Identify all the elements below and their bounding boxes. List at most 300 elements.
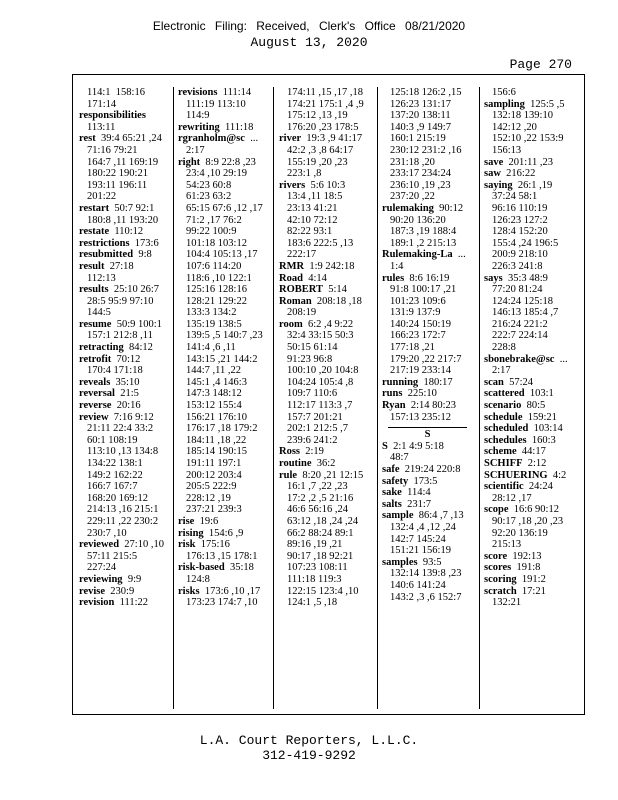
index-continuation bbox=[382, 133, 477, 145]
page-references: 137:20 138:11 bbox=[390, 110, 451, 122]
page-references: 19:6 bbox=[199, 515, 219, 527]
index-continuation bbox=[279, 226, 373, 238]
index-continuation bbox=[79, 99, 171, 111]
page-references: 184:11 ,18 ,22 bbox=[186, 434, 247, 446]
page-references: 132:14 139:8 ,23 bbox=[390, 568, 462, 580]
page-references: 90:17 ,18 ,20 ,23 bbox=[492, 515, 564, 527]
index-continuation bbox=[279, 87, 373, 99]
index-headword: runs bbox=[382, 388, 403, 400]
page-references: 89:16 ,19 ,21 bbox=[287, 539, 343, 551]
page-references: 230:7 ,10 bbox=[87, 527, 127, 539]
index-continuation bbox=[279, 307, 373, 319]
page-references: 2:12 bbox=[527, 458, 547, 469]
index-entry bbox=[279, 284, 373, 296]
page-references: 111:22 bbox=[119, 597, 149, 609]
page-references: 35:10 bbox=[115, 376, 140, 388]
index-entry bbox=[279, 319, 373, 331]
page-references: 128:21 129:22 bbox=[186, 295, 247, 307]
page-references: 214:13 ,16 215:1 bbox=[87, 504, 159, 516]
page-references: 23:13 41:21 bbox=[287, 202, 338, 214]
index-continuation bbox=[279, 516, 373, 528]
page-references: 142:12 ,20 bbox=[492, 121, 537, 133]
page-references: 174:11 ,15 ,17 ,18 bbox=[287, 87, 364, 98]
index-continuation bbox=[484, 215, 583, 227]
index-continuation bbox=[279, 99, 373, 111]
index-entry bbox=[178, 133, 269, 145]
index-entry bbox=[382, 400, 477, 412]
section-letter: S bbox=[388, 427, 467, 441]
index-entry bbox=[382, 203, 477, 215]
index-entry bbox=[279, 470, 373, 482]
page-references: 215:13 bbox=[492, 539, 522, 551]
index-entry bbox=[79, 249, 171, 261]
page-references: 1:9 242:18 bbox=[309, 260, 355, 272]
index-continuation bbox=[79, 562, 171, 574]
page-references: 7:16 9:12 bbox=[113, 411, 154, 423]
page-references: 145:1 ,4 146:3 bbox=[186, 376, 247, 388]
page-references: 219:24 220:8 bbox=[404, 464, 461, 475]
index-entry bbox=[79, 586, 171, 598]
index-entry bbox=[279, 273, 373, 285]
index-entry bbox=[484, 586, 583, 598]
page-references: 168:20 169:12 bbox=[87, 492, 148, 504]
page-references: 157:1 212:8 ,11 bbox=[87, 330, 153, 342]
index-continuation bbox=[382, 319, 477, 331]
index-continuation bbox=[279, 597, 373, 609]
index-entry bbox=[279, 446, 373, 458]
page-references: 140:6 141:24 bbox=[390, 579, 446, 591]
index-continuation bbox=[484, 330, 583, 342]
index-continuation bbox=[178, 597, 269, 609]
index-continuation bbox=[382, 215, 477, 227]
page-references: 216:22 bbox=[506, 168, 536, 180]
index-continuation bbox=[178, 261, 269, 273]
index-continuation bbox=[178, 191, 269, 203]
index-continuation bbox=[279, 110, 373, 122]
page-references: 239:6 241:2 bbox=[287, 434, 338, 446]
index-continuation bbox=[79, 296, 171, 308]
page-references: 231:18 ,20 bbox=[390, 156, 435, 168]
page-references: 170:4 171:18 bbox=[87, 365, 143, 377]
index-continuation bbox=[79, 307, 171, 319]
index-continuation bbox=[178, 435, 269, 447]
page-references: 2:14 80:23 bbox=[410, 400, 457, 412]
page-references: 8:9 22:8 ,23 bbox=[205, 156, 256, 168]
index-entry bbox=[79, 319, 171, 331]
page-references: 155:19 ,20 ,23 bbox=[287, 156, 348, 168]
index-continuation bbox=[178, 99, 269, 111]
page-references: 101:18 103:12 bbox=[186, 237, 247, 249]
page-references: 103:14 bbox=[533, 423, 563, 435]
index-continuation bbox=[382, 365, 477, 377]
page-references: 36:2 bbox=[316, 458, 336, 469]
index-continuation bbox=[484, 87, 583, 99]
page-references: 229:11 ,22 230:2 bbox=[87, 515, 159, 527]
index-headword: resubmitted bbox=[79, 249, 134, 261]
index-continuation bbox=[178, 365, 269, 377]
index-headword: Roman bbox=[279, 295, 312, 307]
index-continuation bbox=[382, 330, 477, 342]
index-continuation bbox=[178, 574, 269, 586]
page-references: 156:6 bbox=[492, 87, 516, 98]
index-continuation bbox=[79, 122, 171, 134]
index-headword: scheme bbox=[484, 446, 517, 458]
page-references: 48:7 bbox=[390, 452, 409, 464]
page-references: 93:5 bbox=[422, 556, 442, 568]
page-references: 28:5 95:9 97:10 bbox=[87, 295, 154, 307]
index-continuation bbox=[382, 191, 477, 203]
index-continuation bbox=[178, 400, 269, 412]
page-references: 118:6 ,10 122:1 bbox=[186, 272, 252, 284]
index-continuation bbox=[79, 157, 171, 169]
index-continuation bbox=[79, 180, 171, 192]
index-column-5 bbox=[479, 87, 583, 709]
index-headword: Road bbox=[279, 272, 303, 284]
page-references: 2:1 4:9 5:18 bbox=[393, 440, 444, 452]
index-headword: sake bbox=[382, 487, 402, 499]
page-references: 173:6 ,10 ,17 bbox=[204, 585, 261, 597]
page-references: 152:10 ,22 153:9 bbox=[492, 133, 564, 145]
page-references: 124:1 ,5 ,18 bbox=[287, 597, 338, 609]
page-references: 217:19 233:14 bbox=[390, 365, 451, 377]
index-headword: rgranholm@sc bbox=[178, 133, 245, 145]
index-entry bbox=[178, 516, 269, 528]
index-entry bbox=[484, 400, 583, 412]
index-continuation bbox=[178, 203, 269, 215]
page-references: 27:10 ,10 bbox=[124, 539, 164, 551]
index-continuation bbox=[382, 452, 477, 464]
page-references: 91:8 100:17 ,21 bbox=[390, 284, 457, 296]
page-references: 126:23 131:17 bbox=[390, 98, 451, 110]
index-entry bbox=[79, 400, 171, 412]
page-references: 113:10 ,13 134:8 bbox=[87, 446, 159, 458]
index-headword: result bbox=[79, 260, 105, 272]
page-references: 25:10 26:7 bbox=[113, 284, 160, 296]
index-entry bbox=[484, 481, 583, 493]
index-entry bbox=[79, 133, 171, 145]
word-index-frame bbox=[72, 74, 585, 715]
page-references: 8:6 16:19 bbox=[409, 272, 450, 284]
index-continuation bbox=[178, 284, 269, 296]
index-entry bbox=[79, 539, 171, 551]
page-references: 156:21 176:10 bbox=[186, 411, 247, 423]
index-headword: retrofit bbox=[79, 353, 112, 365]
index-continuation bbox=[79, 330, 171, 342]
index-headword: river bbox=[279, 133, 302, 145]
index-continuation bbox=[178, 273, 269, 285]
index-headword: reveals bbox=[79, 376, 111, 388]
page-references: 17:2 ,2 ,5 21:16 bbox=[287, 492, 354, 504]
page-references: 57:24 bbox=[509, 376, 534, 388]
index-continuation bbox=[279, 365, 373, 377]
index-headword: samples bbox=[382, 556, 418, 568]
index-headword: scientific bbox=[484, 481, 524, 493]
index-continuation bbox=[178, 342, 269, 354]
page-references: 114:1 158:16 bbox=[87, 87, 145, 98]
page-references: 100:10 ,20 104:8 bbox=[287, 365, 359, 377]
page-references: 166:23 172:7 bbox=[390, 330, 446, 342]
index-continuation bbox=[79, 273, 171, 285]
page-references: 144:5 bbox=[87, 307, 111, 319]
index-headword: scores bbox=[484, 562, 512, 574]
index-headword: reviewed bbox=[79, 539, 120, 551]
page-references: 1:4 bbox=[390, 260, 404, 272]
index-continuation bbox=[178, 249, 269, 261]
page-references: 104:4 105:13 ,17 bbox=[186, 249, 258, 261]
page-references: 109:7 110:6 bbox=[287, 388, 338, 400]
index-headword: safe bbox=[382, 464, 400, 475]
page-references: 50:15 61:14 bbox=[287, 342, 338, 354]
index-continuation bbox=[484, 203, 583, 215]
index-continuation bbox=[79, 481, 171, 493]
index-continuation bbox=[382, 157, 477, 169]
page-references: 57:11 215:5 bbox=[87, 550, 138, 562]
index-continuation bbox=[484, 342, 583, 354]
page-references: 90:17 ,18 92:21 bbox=[287, 550, 354, 562]
index-continuation bbox=[484, 307, 583, 319]
page-references: 151:21 156:19 bbox=[390, 545, 451, 557]
page-references: 133:3 134:2 bbox=[186, 307, 237, 319]
page-references: 157:13 235:12 bbox=[390, 411, 451, 423]
index-entry bbox=[484, 423, 583, 435]
index-continuation bbox=[79, 551, 171, 563]
page-references: 173:6 bbox=[134, 237, 159, 249]
index-continuation bbox=[178, 412, 269, 424]
page-references: 216:24 221:2 bbox=[492, 318, 548, 330]
index-headword: rules bbox=[382, 272, 405, 284]
page-references: 122:15 123:4 ,10 bbox=[287, 585, 359, 597]
page-references: 46:6 56:16 ,24 bbox=[287, 504, 348, 516]
index-continuation bbox=[279, 330, 373, 342]
page-references: 61:23 63:2 bbox=[186, 191, 232, 203]
index-entry bbox=[79, 354, 171, 366]
page-references: 114:9 bbox=[186, 110, 210, 122]
index-headword: saw bbox=[484, 168, 501, 180]
page-references: 140:24 150:19 bbox=[390, 318, 451, 330]
index-entry bbox=[279, 133, 373, 145]
index-headword: restrictions bbox=[79, 237, 130, 249]
page-references: 63:12 ,18 ,24 ,24 bbox=[287, 515, 359, 527]
page-references: 208:19 bbox=[287, 307, 317, 319]
page-references: 233:17 234:24 bbox=[390, 168, 451, 180]
page-references: 5:6 10:3 bbox=[310, 179, 346, 191]
page-references: 113:11 bbox=[87, 121, 116, 133]
index-entry bbox=[79, 110, 171, 122]
index-continuation bbox=[382, 412, 477, 424]
page-references: 13:4 ,11 18:5 bbox=[287, 191, 343, 203]
index-headword: rewriting bbox=[178, 121, 220, 133]
index-continuation bbox=[79, 446, 171, 458]
index-entry bbox=[484, 551, 583, 563]
index-continuation bbox=[279, 400, 373, 412]
index-continuation bbox=[382, 99, 477, 111]
index-continuation bbox=[484, 226, 583, 238]
index-headword: rise bbox=[178, 515, 195, 527]
page-references: 28:12 ,17 bbox=[492, 492, 532, 504]
page-references: 9:8 bbox=[138, 249, 152, 261]
index-continuation bbox=[279, 377, 373, 389]
page-references: 132:4 ,4 ,12 ,24 bbox=[390, 521, 456, 533]
page-references: 155:4 ,24 196:5 bbox=[492, 237, 559, 249]
page-references: 86:4 ,7 ,13 bbox=[418, 510, 464, 522]
index-continuation bbox=[382, 168, 477, 180]
index-continuation bbox=[279, 215, 373, 227]
index-continuation bbox=[382, 580, 477, 592]
index-continuation bbox=[79, 458, 171, 470]
page-references: 179:20 ,22 217:7 bbox=[390, 353, 462, 365]
page-references: 200:9 218:10 bbox=[492, 249, 548, 261]
page-references: 19:3 ,9 41:17 bbox=[306, 133, 363, 145]
index-continuation bbox=[178, 504, 269, 516]
index-headword: score bbox=[484, 550, 508, 562]
page-references: 183:6 222:5 ,13 bbox=[287, 237, 354, 249]
page-references: 187:3 ,19 188:4 bbox=[390, 226, 457, 238]
page-references: 157:7 201:21 bbox=[287, 411, 343, 423]
index-continuation bbox=[382, 522, 477, 534]
page-references: 222:17 bbox=[287, 249, 317, 261]
index-entry bbox=[79, 284, 171, 296]
index-continuation bbox=[484, 238, 583, 250]
index-continuation bbox=[279, 191, 373, 203]
page-references: 180:8 ,11 193:20 bbox=[87, 214, 159, 226]
index-headword: Ross bbox=[279, 446, 301, 458]
page-references: 173:5 bbox=[413, 475, 438, 487]
page-references: 176:13 ,15 178:1 bbox=[186, 550, 258, 562]
page-references: ... bbox=[559, 353, 568, 365]
index-headword: schedule bbox=[484, 411, 523, 423]
page-references: 142:7 145:24 bbox=[390, 533, 446, 545]
page-references: 2:17 bbox=[492, 365, 511, 377]
index-entry bbox=[279, 458, 373, 470]
page-references: 91:23 96:8 bbox=[287, 353, 333, 365]
page-references: 140:3 ,9 149:7 bbox=[390, 121, 451, 133]
index-continuation bbox=[382, 110, 477, 122]
index-headword: revision bbox=[79, 597, 115, 609]
page-references: 114:4 bbox=[407, 487, 431, 499]
index-headword: review bbox=[79, 411, 109, 423]
page-references: 134:22 138:1 bbox=[87, 458, 143, 469]
index-continuation bbox=[178, 470, 269, 482]
page-references: 107:23 108:11 bbox=[287, 562, 348, 574]
index-entry bbox=[178, 562, 269, 574]
page-references: 92:20 136:19 bbox=[492, 527, 548, 539]
index-headword: revisions bbox=[178, 87, 218, 98]
index-continuation bbox=[382, 238, 477, 250]
index-headword: rule bbox=[279, 469, 298, 481]
index-headword: reverse bbox=[79, 400, 112, 412]
index-continuation bbox=[279, 504, 373, 516]
page-references: 231:7 bbox=[407, 498, 432, 510]
page-references: 124:8 bbox=[186, 573, 210, 585]
index-continuation bbox=[484, 249, 583, 261]
page-references: 20:16 bbox=[116, 400, 141, 412]
index-entry bbox=[79, 412, 171, 424]
index-entry bbox=[79, 261, 171, 273]
index-entry bbox=[279, 261, 373, 273]
page-references: 236:10 ,19 ,23 bbox=[390, 179, 451, 191]
index-entry bbox=[382, 510, 477, 522]
page-references: 54:23 60:8 bbox=[186, 179, 232, 191]
page-references: 191:8 bbox=[516, 562, 541, 574]
index-continuation bbox=[178, 226, 269, 238]
page-references: 159:21 bbox=[527, 411, 557, 423]
index-headword: save bbox=[484, 156, 504, 168]
index-entry bbox=[484, 458, 583, 470]
index-continuation bbox=[178, 215, 269, 227]
index-continuation bbox=[279, 203, 373, 215]
index-headword: risk-based bbox=[178, 562, 225, 574]
index-continuation bbox=[382, 342, 477, 354]
index-headword: SCHUERING bbox=[484, 469, 548, 481]
page-references: 71:16 79:21 bbox=[87, 144, 138, 156]
page-references: 132:18 139:10 bbox=[492, 110, 553, 122]
page-references: 164:7 ,11 169:19 bbox=[87, 156, 159, 168]
index-continuation bbox=[178, 377, 269, 389]
page-references: 5:14 bbox=[328, 284, 347, 296]
index-entry bbox=[382, 441, 477, 453]
page-references: 84:12 bbox=[128, 342, 153, 354]
page-references: 50:7 92:1 bbox=[114, 202, 155, 214]
index-continuation bbox=[279, 168, 373, 180]
index-continuation bbox=[79, 191, 171, 203]
page-references: 103:1 bbox=[529, 388, 554, 400]
page-references: 4:2 bbox=[552, 469, 567, 481]
index-continuation bbox=[79, 493, 171, 505]
index-continuation bbox=[178, 388, 269, 400]
page-references: 65:15 67:6 ,12 ,17 bbox=[186, 202, 263, 214]
index-headword: scoring bbox=[484, 573, 517, 585]
page-references: 42:10 72:12 bbox=[287, 214, 338, 226]
index-continuation bbox=[79, 87, 171, 99]
index-headword: scan bbox=[484, 376, 504, 388]
page-references: ... bbox=[457, 249, 466, 261]
index-entry bbox=[484, 354, 583, 366]
index-continuation bbox=[178, 493, 269, 505]
page-references: 111:18 bbox=[225, 121, 254, 133]
page-references: 189:1 ,2 215:13 bbox=[390, 237, 457, 249]
page-references: 156:13 bbox=[492, 144, 522, 156]
index-continuation bbox=[382, 180, 477, 192]
page-references: 149:2 162:22 bbox=[87, 469, 143, 481]
index-entry bbox=[484, 470, 583, 482]
index-headword: results bbox=[79, 284, 109, 296]
index-entry bbox=[279, 296, 373, 308]
index-headword: salts bbox=[382, 498, 402, 510]
page-references: 185:14 190:15 bbox=[186, 446, 247, 458]
page-references: 200:12 203:4 bbox=[186, 469, 242, 481]
page-references: 192:13 bbox=[512, 550, 542, 562]
index-column-4 bbox=[377, 87, 477, 709]
index-headword: restate bbox=[79, 226, 110, 238]
index-continuation bbox=[484, 319, 583, 331]
page-references: 37:24 58:1 bbox=[492, 191, 538, 203]
index-continuation bbox=[484, 284, 583, 296]
index-entry bbox=[178, 539, 269, 551]
index-entry bbox=[484, 377, 583, 389]
index-entry bbox=[382, 499, 477, 511]
index-continuation bbox=[279, 435, 373, 447]
index-headword: sbonebrake@sc bbox=[484, 353, 555, 365]
index-headword: safety bbox=[382, 475, 409, 487]
index-entry bbox=[382, 464, 477, 476]
index-entry bbox=[79, 377, 171, 389]
index-continuation bbox=[178, 180, 269, 192]
index-headword: S bbox=[382, 440, 388, 452]
index-continuation bbox=[382, 534, 477, 546]
page-references: 35:18 bbox=[229, 562, 254, 574]
page-references: 175:16 bbox=[200, 539, 230, 551]
index-continuation bbox=[484, 296, 583, 308]
